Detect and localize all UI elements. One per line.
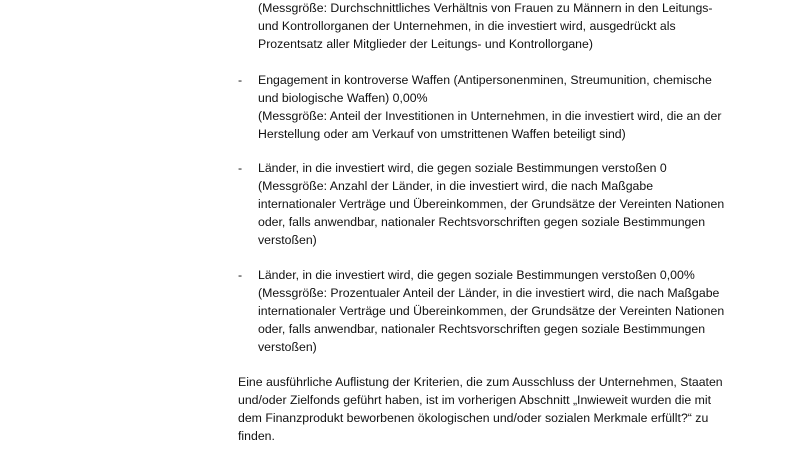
text-line: oder, falls anwendbar, nationaler Rechtsvorschriften gegen soziale Bestimmungen [258, 215, 706, 229]
text-line: internationaler Verträge und Übereinkommen, der Grundsätze der Vereinten Nationen [258, 197, 725, 211]
text-line: (Messgröße: Durchschnittliches Verhältnis von Frauen zu Männern in den Leitungs- [258, 1, 713, 15]
closing-paragraph [238, 373, 761, 445]
list-bullet: - [238, 161, 243, 175]
text-line: (Messgröße: Prozentualer Anteil der Länder, in die investiert wird, die nach Maßgabe [258, 286, 720, 300]
text-line: internationaler Verträge und Übereinkommen, der Grundsätze der Vereinten Nationen [258, 304, 725, 318]
text-line: Länder, in die investiert wird, die gegen soziale Bestimmungen verstoßen 0 [258, 161, 667, 175]
text-line: und biologische Waffen) 0,00% [258, 91, 428, 105]
text-line: und/oder Zielfonds geführt haben, ist im vorherigen Abschnitt „Inwieweit wurden die mit [238, 393, 711, 407]
text-line: (Messgröße: Anzahl der Länder, in die investiert wird, die nach Maßgabe [258, 179, 654, 193]
top-fragment [258, 0, 761, 53]
list-item [258, 159, 761, 249]
text-line: Länder, in die investiert wird, die gegen soziale Bestimmungen verstoßen 0,00% [258, 268, 695, 282]
list-item [258, 71, 761, 143]
text-line: oder, falls anwendbar, nationaler Rechtsvorschriften gegen soziale Bestimmungen [258, 322, 706, 336]
text-line: Prozentsatz aller Mitglieder der Leitungs- und Kontrollorgane) [258, 37, 593, 51]
text-line: verstoßen) [258, 340, 317, 354]
list-bullet: - [238, 73, 243, 87]
text-line: dem Finanzprodukt beworbenen ökologischen und/oder sozialen Merkmale erfüllt?“ zu [238, 411, 709, 425]
list-item [258, 266, 761, 356]
text-line: (Messgröße: Anteil der Investitionen in Unternehmen, in die investiert wird, die an der [258, 109, 722, 123]
text-line: verstoßen) [258, 233, 317, 247]
text-line: finden. [238, 429, 275, 443]
list-bullet: - [238, 268, 243, 282]
text-line: Eine ausführliche Auflistung der Kriterien, die zum Ausschluss der Unternehmen, Staaten [238, 375, 723, 389]
text-line: und Kontrollorganen der Unternehmen, in die investiert wird, ausgedrückt als [258, 19, 676, 33]
text-line: Engagement in kontroverse Waffen (Antipersonenminen, Streumunition, chemische [258, 73, 712, 87]
text-line: Herstellung oder am Verkauf von umstrittenen Waffen beteiligt sind) [258, 127, 626, 141]
